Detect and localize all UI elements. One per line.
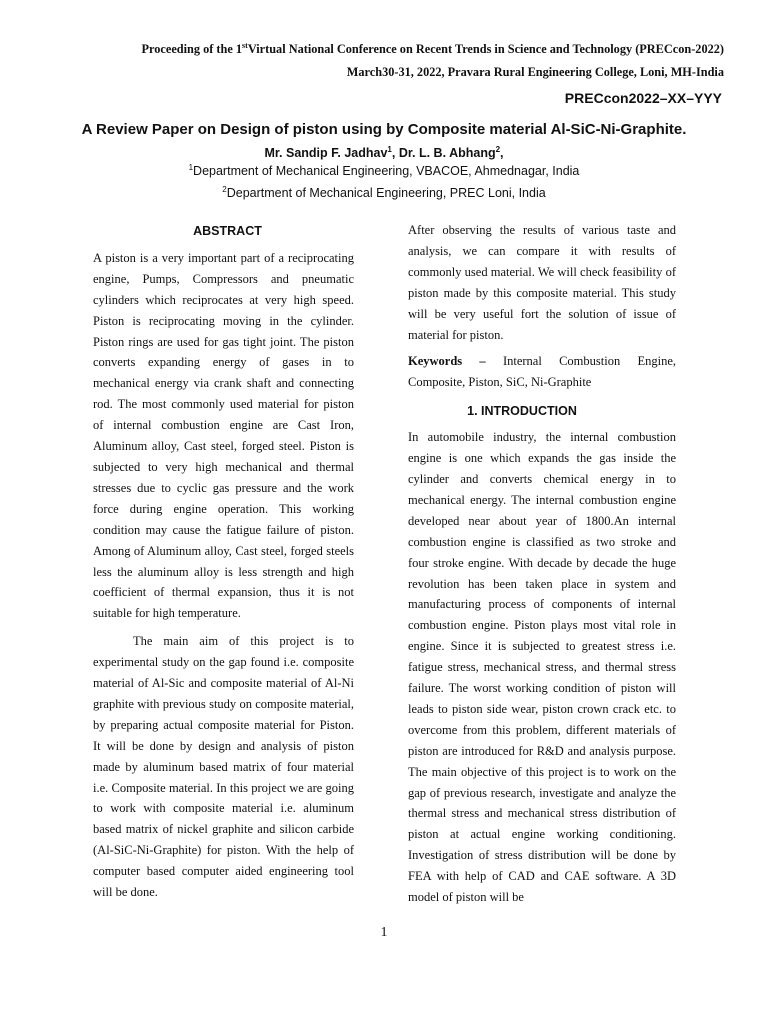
abstract-paragraph-3: After observing the results of various taste and analysis, we can compare it with results of commonly used material. We will check feasibility of piston made by this composite material. This study will be very useful fort the solution of issue of material for piston. <box>408 223 676 342</box>
author-2: Dr. L. B. Abhang <box>398 146 496 160</box>
abstract-heading: ABSTRACT <box>193 224 262 238</box>
abstract-paragraph-2: The main aim of this project is to experimental study on the gap found i.e. composite material of Al-Sic and composite material of Al-Ni graphite with previous study on composite material, by preparing actual composite material for Piston. It will be done by design and analysis of piston made by aluminum based matrix of four material i.e. Composite material. In this project we are going to work with composite material i.e. aluminum based matrix of nickel graphite and silicon carbide (Al-SiC-Ni-Graphite) for piston. With the help of computer based computer aided engineering tool will be done. <box>93 634 354 900</box>
introduction-paragraph-1: In automobile industry, the internal combustion engine is one which expands the gas inside the cylinder and converts chemical energy in to mechanical energy. The internal combustion engine developed near about year of 1800.An internal combustion engine is classified as two stroke and four stroke engine. With decade by decade the huge revolution has been taken place in system and manufacturing process of components of internal combustion engine. Piston plays most vital role in engine. Since it is subjected to greatest stress i.e. fatigue stress, mechanical stress, and thermal stress failure. The worst working condition of piston will leads to piston side wear, piston crown crack etc. to overcome from this problem, different materials of piston are introduced for R&D and analysis purpose. The main objective of this project is to work on the gap of previous research, investigate and analyze the thermal stress and mechanical stress distribution of piston at actual engine working conditioning. Investigation of stress distribution will be done by FEA with help of CAD and CAE software. A 3D model of piston will be <box>408 430 676 905</box>
conference-dates-venue: March30-31, 2022, Pravara Rural Engineering College, Loni, MH-India <box>346 65 724 79</box>
author-1: Mr. Sandip F. Jadhav <box>264 146 388 160</box>
left-column <box>93 221 354 903</box>
paper-id: PRECcon2022–XX–YYY <box>564 90 722 106</box>
affiliation-1: $^1$Department of Mechanical Engineering, VBACOE, Ahmednagar, India <box>188 162 580 178</box>
affiliation-2: $^2$Department of Mechanical Engineering, PREC Loni, India <box>222 184 546 200</box>
keywords-label: Keywords – <box>408 354 486 369</box>
conference-proceeding-line: Proceeding of the 1stVirtual National Conference on Recent Trends in Science and Technology (PRECcon-2022) <box>141 40 724 56</box>
keywords <box>408 351 676 393</box>
introduction-heading: 1. INTRODUCTION <box>467 404 577 419</box>
paper-title: A Review Paper on Design of piston using by Composite material Al-SiC-Ni-Graphite. <box>81 121 687 138</box>
page-number: 1 <box>380 925 388 940</box>
abstract-paragraph-1: A piston is a very important part of a reciprocating engine, Pumps, Compressors and pneumatic cylinders which reciprocates at very high speed. Piston is reciprocating moving in the cylinder. Piston rings are used for gas tight joint. The piston converts expanding energy of gases in to mechanical energy via crank shaft and connecting rod. The most commonly used material for piston of internal combustion engine are Cast Iron, Aluminum alloy, Cast steel, forged steel. Piston is subjected to very high mechanical and thermal stresses due to cyclic gas pressure and the work force during engine operation. This working condition may cause the fatigue failure of piston. Among of Aluminum alloy, Cast steel, forged steels less the aluminum alloy is less strength and high coefficient of thermal expansion, thus it is not suitable for high temperature. <box>93 250 354 621</box>
right-column <box>408 220 676 908</box>
keywords-text: Internal Combustion Engine, Composite, Piston, SiC, Ni-Graphite <box>408 354 676 390</box>
author-list: Mr. Sandip F. Jadhav$^1$, Dr. L. B. Abhang$^2$, <box>264 144 504 160</box>
